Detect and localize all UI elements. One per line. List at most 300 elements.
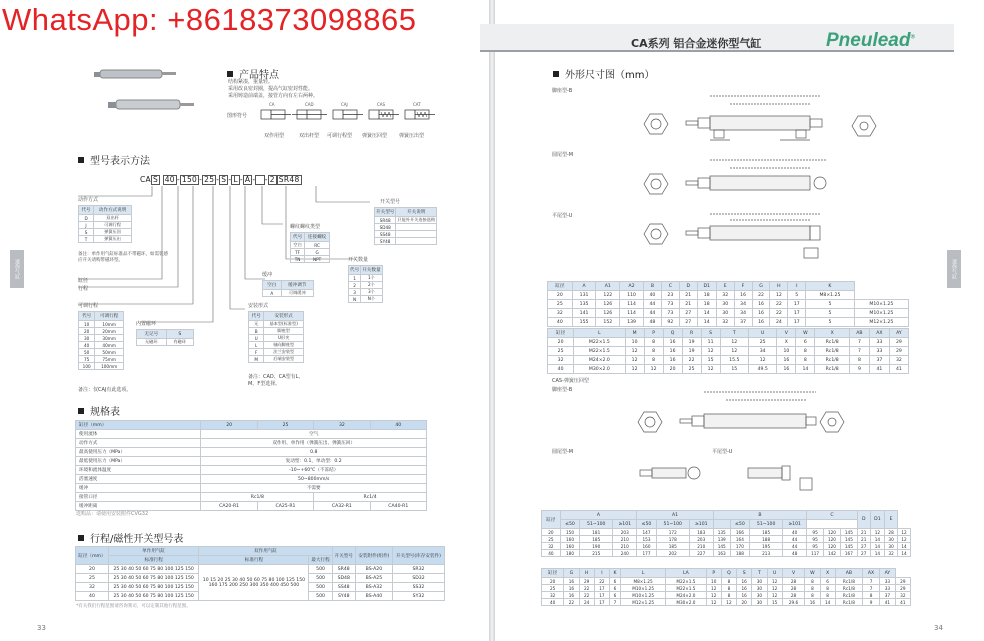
row-label: 活塞速度	[76, 475, 201, 484]
table-cell: 139	[713, 536, 730, 543]
header-cell: C	[661, 282, 679, 291]
table-cell: 40	[548, 318, 573, 327]
table-cell: 14	[870, 536, 885, 543]
table-cell: M24×2.0	[574, 356, 625, 365]
header-cell: 51~100	[750, 520, 783, 529]
table-row	[76, 439, 427, 448]
table-row	[349, 275, 383, 282]
bore-label: 缸径	[78, 278, 89, 284]
header-cell: A	[560, 511, 637, 520]
table-cell: Rc1/8	[815, 347, 850, 356]
table-cell: 30	[716, 300, 734, 309]
table-cell: 27	[679, 309, 697, 318]
table-cell: 153	[637, 536, 657, 543]
table-header	[542, 569, 911, 578]
table-cell: Rc1/8	[815, 356, 850, 365]
table-cell: 25	[76, 574, 109, 583]
table-row	[76, 502, 427, 511]
row-label: 环境和流体温度	[76, 466, 201, 475]
header-cell: 开关型号(库存安装件)	[392, 547, 444, 565]
table-cell: 空白	[291, 242, 305, 249]
table-cell: 12	[770, 291, 788, 300]
table-cell: 12	[706, 585, 721, 592]
table-cell: 不需要	[201, 484, 427, 493]
table-row	[249, 335, 304, 342]
table-cell: F	[249, 349, 264, 356]
header-cell: 连接螺纹	[305, 233, 330, 242]
table-cell: N	[349, 296, 361, 303]
table-header	[79, 312, 124, 321]
table-cell: X	[777, 338, 796, 347]
table-cell: 12	[720, 347, 748, 356]
table-cell: 6	[796, 338, 815, 347]
table-cell: U形夹	[264, 335, 304, 342]
table-cell: 8	[805, 592, 820, 599]
table-cell: 弹簧压回	[94, 229, 132, 236]
table-cell: BS-A25	[355, 574, 392, 583]
header-cell: F	[734, 282, 752, 291]
table-row	[79, 335, 124, 342]
header-cell: 无记号	[137, 330, 167, 339]
table-cell: 41	[895, 599, 910, 606]
table-row	[76, 430, 427, 439]
table-cell: 16	[752, 318, 770, 327]
table-cell: 195	[750, 543, 783, 550]
header-cell: AY	[889, 329, 908, 338]
header-cell: ≤50	[560, 520, 580, 529]
table-cell: 无磁环	[137, 339, 167, 346]
page-number-left: 33	[37, 624, 46, 632]
mount-table	[248, 311, 304, 363]
table-cell: 75	[79, 356, 95, 363]
table-row	[79, 321, 124, 328]
table-cell: 20	[663, 365, 682, 374]
table-cell: 126	[596, 309, 620, 318]
table-cell: 14	[897, 543, 910, 550]
header-cell: H	[770, 282, 788, 291]
table-cell: 10	[625, 338, 644, 347]
table-cell: 可调缓冲	[281, 290, 313, 297]
table-cell: 24	[579, 599, 594, 606]
table-cell: 180	[560, 550, 580, 557]
table-header	[548, 329, 909, 338]
header-cell: ≥101	[783, 520, 807, 529]
header-cell: S	[166, 330, 193, 339]
header-cell: 开关数量	[361, 266, 382, 275]
table-cell: Rc1/8	[815, 365, 850, 374]
header-cell: M	[625, 329, 644, 338]
table-cell	[396, 224, 437, 231]
table-cell: 双出杆	[94, 215, 132, 222]
table-cell: 147	[637, 529, 657, 536]
table-cell: 32	[716, 291, 734, 300]
table-cell: 19	[682, 347, 701, 356]
table-cell: 5	[788, 291, 806, 300]
table-cell: 6	[609, 592, 620, 599]
table-cell: N个	[361, 296, 382, 303]
table-cell: 155	[572, 318, 596, 327]
table-cell: 500	[309, 583, 332, 592]
table-cell: 14	[796, 365, 815, 374]
table-cell: 40	[542, 550, 561, 557]
cylinder-symbol-icon	[333, 102, 363, 119]
table-cell: 34	[734, 300, 752, 309]
header-cell: S	[737, 569, 752, 578]
header-cell: A2	[620, 282, 644, 291]
table-cell: 17	[594, 585, 609, 592]
table-row	[548, 338, 909, 347]
table-cell: 145	[840, 543, 857, 550]
table-row	[542, 585, 911, 592]
header-cell: G	[564, 569, 579, 578]
header-cell: D	[679, 282, 697, 291]
table-cell: 139	[620, 318, 644, 327]
table-cell: 32	[885, 550, 898, 557]
table-cell: 17	[788, 309, 806, 318]
header-cell: C	[807, 511, 858, 520]
table-cell: 5	[806, 300, 854, 309]
action-note: 备注：单作用气缸标准品不带磁环，如需装感应开关请购带磁环型。	[78, 252, 168, 263]
header-cell: W	[796, 329, 815, 338]
header-cell: 缸径	[542, 511, 561, 529]
cas-drawings	[630, 382, 900, 502]
table-cell: 172	[656, 529, 689, 536]
table-cell: 25	[542, 585, 564, 592]
header-cell: 缸径	[542, 569, 564, 578]
table-cell: 20	[542, 529, 561, 536]
table-cell: 24	[770, 318, 788, 327]
table-cell: 122	[596, 291, 620, 300]
table-cell: 16	[777, 356, 796, 365]
table-cell: TF	[291, 249, 305, 256]
table-cell: 12	[748, 356, 776, 365]
header-cell: 代号	[291, 233, 305, 242]
cylinder-symbols	[257, 100, 442, 130]
table-header	[375, 208, 437, 217]
table-cell: L	[249, 342, 264, 349]
header-cell: Q	[721, 569, 736, 578]
table-cell: 177	[637, 550, 657, 557]
header-cell: 开关说明	[396, 208, 437, 217]
header-cell: E	[885, 511, 898, 529]
table-cell: 110	[620, 291, 644, 300]
table-cell: 27	[857, 550, 870, 557]
table-cell: 3个	[361, 289, 382, 296]
header-cell: D1	[697, 282, 716, 291]
table-row	[375, 217, 437, 224]
table-cell: 17	[594, 592, 609, 599]
table-cell: 40	[548, 365, 574, 374]
header-cell: 可调行程	[95, 312, 124, 321]
table-cell: Rc1/8	[815, 338, 850, 347]
table-cell: 只能外开关连接选购	[397, 217, 436, 222]
header-cell: 32	[314, 421, 370, 430]
table-cell: M24×2.0	[666, 592, 706, 599]
table-cell: 114	[620, 309, 644, 318]
table-row	[249, 349, 304, 356]
table-row	[249, 342, 304, 349]
table-cell: 7	[863, 585, 880, 592]
header-cell: ≥101	[613, 520, 637, 529]
feature-line: 结构紧凑，重量轻。	[228, 79, 274, 85]
table-cell: 12	[897, 529, 910, 536]
table-cell: 8	[721, 585, 736, 592]
table-cell: 135	[572, 300, 596, 309]
table-cell: 16	[663, 338, 682, 347]
table-row	[349, 289, 383, 296]
header-cell: AX	[863, 569, 880, 578]
table-cell: 181	[580, 529, 613, 536]
dims-table-1	[547, 281, 909, 327]
table-cell: 92	[661, 318, 679, 327]
table-cell: 30	[716, 309, 734, 318]
table-cell: 轴向脚座型	[264, 342, 304, 349]
table-cell: 19	[682, 338, 701, 347]
table-cell: 16	[752, 309, 770, 318]
table-cell: BS-A40	[355, 592, 392, 601]
table-cell: 32	[889, 356, 908, 365]
table-cell: SD48	[375, 224, 396, 231]
table-cell: 9	[849, 365, 869, 374]
thread-table	[290, 232, 330, 263]
table-cell: SD32	[392, 574, 444, 583]
table-cell: 15	[720, 365, 748, 374]
table-cell: 40	[76, 592, 109, 601]
header-cell: E	[716, 282, 734, 291]
dims-table-4	[541, 568, 911, 606]
table-cell: M12×1.25	[620, 599, 665, 606]
table-row	[548, 356, 909, 365]
table-cell: 25 30 40 50 60 75 80 100 125 150	[108, 592, 199, 601]
table-cell: 2个	[361, 282, 382, 289]
header-cell: I	[594, 569, 609, 578]
table-cell: 25	[682, 365, 701, 374]
header-cell: T	[752, 569, 767, 578]
header-cell: 开关型号	[375, 208, 396, 217]
table-cell: 203	[689, 536, 713, 543]
table-cell: 14	[897, 550, 910, 557]
table-cell: 25	[548, 300, 573, 309]
table-cell: SY48	[375, 238, 396, 245]
table-cell: 29	[895, 578, 910, 585]
table-cell: 双作用、单作用（弹簧压出、弹簧压回）	[201, 439, 427, 448]
table-cell: 1个	[361, 275, 382, 282]
header-cell: L	[620, 569, 665, 578]
table-cell: 131	[572, 291, 596, 300]
table-cell: 210	[613, 543, 637, 550]
table-row	[291, 249, 330, 256]
table-cell: 30	[885, 543, 898, 550]
table-cell: 210	[689, 543, 713, 550]
table-cell: 27	[679, 318, 697, 327]
dims-table-3	[541, 510, 911, 557]
table-cell: M22×1.5	[574, 347, 625, 356]
table-cell: 7	[849, 347, 869, 356]
table-cell: 30	[752, 585, 767, 592]
table-cell: 145	[840, 529, 857, 536]
table-cell: 29	[889, 347, 908, 356]
table-cell: 100	[79, 363, 95, 370]
header-cell: ≥101	[689, 520, 713, 529]
cylinder-symbol-icon	[261, 102, 291, 119]
table-row	[349, 296, 383, 303]
table-cell: 14	[870, 550, 885, 557]
adj-note: 备注：仅CAJ有此选项。	[78, 387, 132, 393]
table-cell: 30	[752, 592, 767, 599]
header-cell: 开关型号	[332, 547, 355, 565]
table-row	[79, 328, 124, 335]
switch-qty-title: 开关数量	[348, 257, 369, 263]
table-cell: 22	[752, 291, 770, 300]
label-cas-u: 平尾型-U	[712, 449, 733, 455]
header-cell: 动作方式说明	[94, 206, 132, 215]
table-row	[542, 536, 911, 543]
table-cell: CA32-R1	[314, 502, 370, 511]
header-cell: B	[713, 511, 806, 520]
header-cell: 标准行程	[108, 556, 199, 565]
table-cell: 48	[643, 318, 661, 327]
header-cell: A	[572, 282, 596, 291]
table-header	[137, 330, 194, 339]
table-cell: 16	[737, 585, 752, 592]
magnet-table	[136, 329, 194, 346]
table-cell: 20	[737, 599, 752, 606]
table-cell: M8×1.25	[620, 578, 665, 585]
table-cell: 34	[748, 347, 776, 356]
table-cell: 基本型(标准型)	[264, 321, 304, 328]
table-cell: 17	[788, 318, 806, 327]
table-cell: 32	[542, 543, 561, 550]
table-cell: T	[79, 236, 94, 243]
type-spring-return: 弹簧压回型	[362, 133, 388, 139]
adj-table	[78, 311, 124, 370]
table-cell: 7	[863, 578, 880, 585]
cylinder-photo	[90, 64, 200, 134]
header-cell: 51~100	[580, 520, 613, 529]
table-cell: Rc1/8	[835, 578, 862, 585]
table-cell: 188	[730, 550, 750, 557]
table-row	[249, 328, 304, 335]
header-cell: K	[806, 282, 854, 291]
header-cell: B	[643, 282, 661, 291]
table-cell: 142	[824, 550, 841, 557]
header-cell: 单作用气缸	[108, 547, 199, 556]
header-cell: 双作用气缸	[199, 547, 332, 556]
table-cell: 16	[777, 365, 796, 374]
table-cell: 29	[895, 585, 910, 592]
spec-note: 选购品：请使用安装附件CVG32	[76, 511, 149, 517]
table-cell: 152	[596, 318, 620, 327]
table-cell: 22	[594, 578, 609, 585]
side-tab-left[interactable]: 迷你气缸	[10, 250, 24, 288]
table-cell: 8	[805, 585, 820, 592]
table-cell: 17	[594, 599, 609, 606]
table-cell: 49.5	[748, 365, 776, 374]
table-cell: 41	[869, 365, 889, 374]
table-cell: -10~+60℃（不冻结）	[201, 466, 427, 475]
table-cell: 185	[656, 543, 689, 550]
header-cell: 缸径（mm）	[76, 547, 109, 565]
table-cell: 8	[796, 347, 815, 356]
table-cell: CA25-R1	[257, 502, 313, 511]
type-adjustable: 可调行程型	[327, 133, 353, 139]
table-cell: 脚座型	[264, 328, 304, 335]
table-row	[76, 484, 427, 493]
table-cell: 25 30 40 50 60 75 80 100 125 150	[108, 565, 199, 574]
table-cell: 21	[857, 529, 870, 536]
feature-line: 采用铸造前端盖，接管方向有左右两种。	[228, 93, 319, 99]
table-cell: 14	[820, 599, 835, 606]
table-cell: M22×1.5	[666, 585, 706, 592]
table-cell: 185	[750, 529, 783, 536]
table-header	[263, 281, 314, 290]
table-cell: 141	[572, 309, 596, 318]
table-cell: TN	[291, 256, 305, 263]
table-cell: 213	[750, 550, 783, 557]
table-cell: 120	[824, 529, 841, 536]
table-cell: 170	[730, 543, 750, 550]
table-cell: 25	[748, 338, 776, 347]
table-row	[548, 300, 909, 309]
table-cell: 32	[548, 309, 573, 318]
table-cell: 32	[895, 592, 910, 599]
header-cell: 缸径	[548, 282, 573, 291]
table-cell: 14	[697, 318, 716, 327]
table-cell: 20	[76, 565, 109, 574]
action-title: 动作方式	[78, 197, 99, 203]
table-cell: 29.6	[782, 599, 805, 606]
table-cell: 8	[805, 578, 820, 585]
table-cell: M22×1.5	[574, 338, 625, 347]
header-cell: A1	[637, 511, 714, 520]
table-cell: 23	[661, 291, 679, 300]
row-label: 动作方式	[76, 439, 201, 448]
table-cell: 1	[349, 275, 361, 282]
model-title: 型号表示方法	[78, 152, 150, 167]
page-gutter	[489, 0, 495, 641]
table-cell: 12	[625, 356, 644, 365]
header-cell: P	[644, 329, 663, 338]
table-row	[548, 365, 909, 374]
table-cell: M22×1.5	[666, 578, 706, 585]
table-cell: 160	[560, 536, 580, 543]
table-row	[76, 493, 427, 502]
table-cell: 164	[730, 536, 750, 543]
table-cell: BS-A32	[355, 583, 392, 592]
stroke-title: 行程/磁性开关型号表	[78, 530, 183, 545]
header-cell: H	[579, 569, 594, 578]
table-cell: 12	[897, 536, 910, 543]
table-cell: 10	[706, 578, 721, 585]
table-row	[542, 592, 911, 599]
table-cell: 120	[824, 543, 841, 550]
table-cell: U	[249, 335, 264, 342]
table-cell: SR48	[332, 565, 355, 574]
table-cell: 41	[889, 365, 908, 374]
magnet-title: 内置磁环	[136, 321, 157, 327]
header-cell: 空白	[263, 281, 282, 290]
table-cell: 37	[869, 356, 889, 365]
table-cell: 163	[713, 550, 730, 557]
header-cell	[713, 520, 730, 529]
table-cell: 25	[542, 536, 561, 543]
table-cell: 203	[613, 529, 637, 536]
table-cell: 185	[580, 536, 613, 543]
table-cell: 8	[721, 578, 736, 585]
side-tab-right[interactable]: 迷你气缸	[947, 250, 961, 288]
cylinder-symbol-icon	[405, 102, 435, 119]
table-cell: 34	[734, 309, 752, 318]
